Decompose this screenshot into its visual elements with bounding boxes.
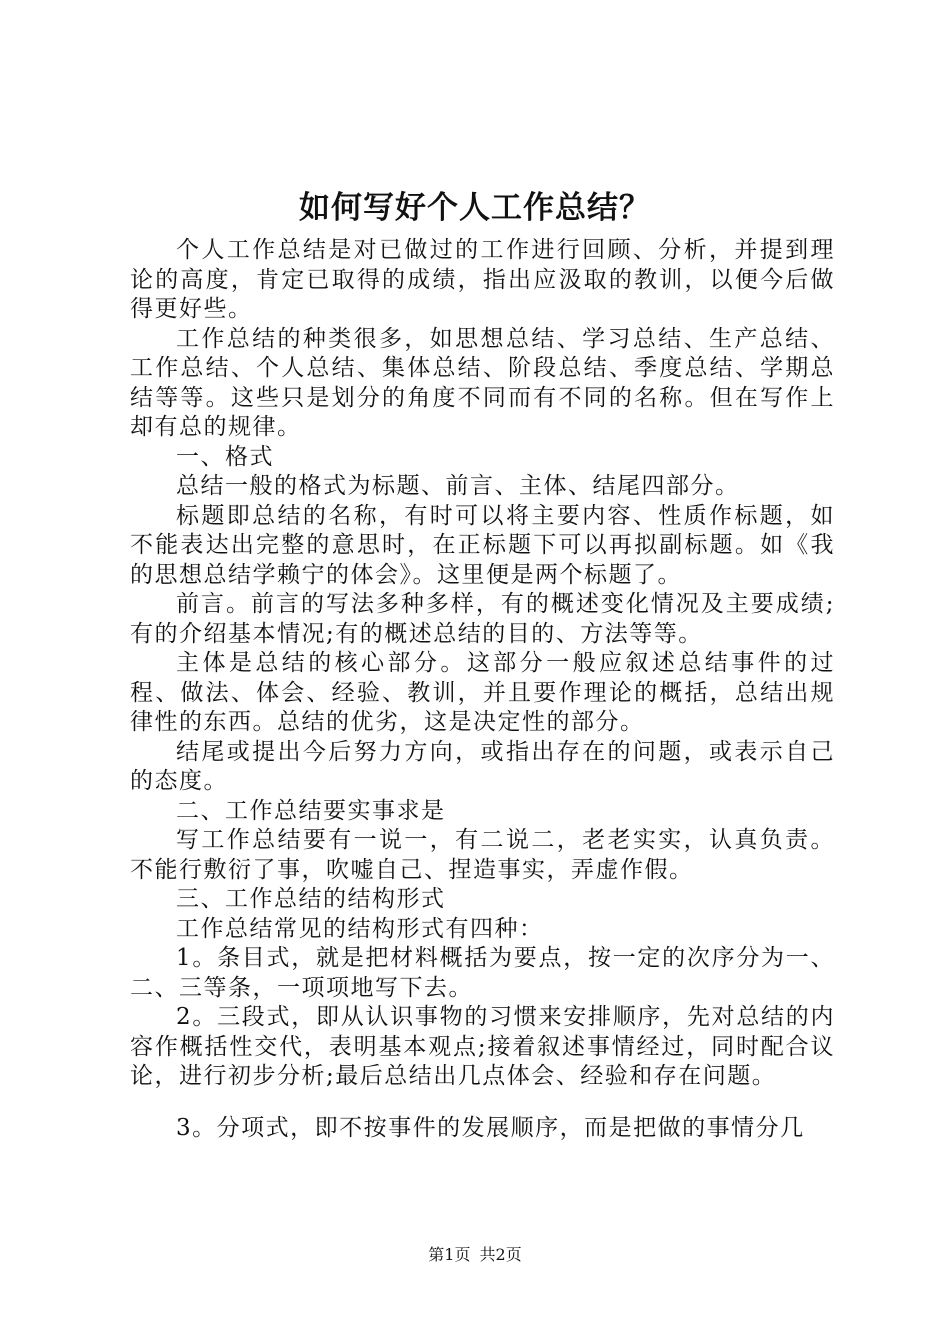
list-item-1: 1。条目式，就是把材料概括为要点，按一定的次序分为一、二、三等条，一项项地写下去。 (130, 945, 835, 1001)
paragraph-preface: 前言。前言的写法多种多样，有的概述变化情况及主要成绩;有的介绍基本情况;有的概述总结的目的、方法等等。 (130, 591, 835, 647)
paragraph-main-body: 主体是总结的核心部分。这部分一般应叙述总结事件的过程、做法、体会、经验、教训，并且要作理论的概括，总结出规律性的东西。总结的优劣，这是决定性的部分。 (130, 650, 835, 735)
paragraph-ending: 结尾或提出今后努力方向，或指出存在的问题，或表示自己的态度。 (130, 738, 835, 794)
paragraph-format-overview: 总结一般的格式为标题、前言、主体、结尾四部分。 (176, 473, 740, 499)
page-footer (0, 1245, 950, 1265)
heading-truthful: 二、工作总结要实事求是 (176, 797, 446, 824)
paragraph-types: 工作总结的种类很多，如思想总结、学习总结、生产总结、工作总结、个人总结、集体总结、阶段总结、季度总结、学期总结等等。这些只是划分的角度不同而有不同的名称。但在写作上却有总的规律。 (130, 325, 835, 440)
heading-structure: 三、工作总结的结构形式 (176, 886, 446, 912)
heading-format: 一、格式 (176, 443, 274, 470)
paragraph-intro: 个人工作总结是对已做过的工作进行回顾、分析，并提到理论的高度，肯定已取得的成绩，指出应汲取的教训，以便今后做得更好些。 (130, 237, 835, 322)
paragraph-structure-intro: 工作总结常见的结构形式有四种： (176, 915, 544, 942)
list-item-2: 2。三段式，即从认识事物的习惯来安排顺序，先对总结的内容作概括性交代，表明基本观点;接着叙述事情经过，同时配合议论，进行初步分析;最后总结出几点体会、经验和存在问题。 (130, 1004, 835, 1089)
page-total: 共2页 (479, 1245, 522, 1264)
paragraph-truthful: 写工作总结要有一说一，有二说二，老老实实，认真负责。不能行敷衍了事，吹嘘自己、捏造事实，弄虚作假。 (130, 827, 835, 883)
list-item-3: 3。分项式，即不按事件的发展顺序，而是把做的事情分几 (176, 1114, 805, 1141)
paragraph-title-section: 标题即总结的名称，有时可以将主要内容、性质作标题，如不能表达出完整的意思时，在正标题下可以再拟副标题。如《我的思想总结学赖宁的体会》。这里便是两个标题了。 (130, 502, 835, 588)
page-title: 如何写好个人工作总结？ (299, 190, 651, 226)
document-body (130, 236, 835, 1143)
page-number: 第1页 (428, 1245, 471, 1264)
